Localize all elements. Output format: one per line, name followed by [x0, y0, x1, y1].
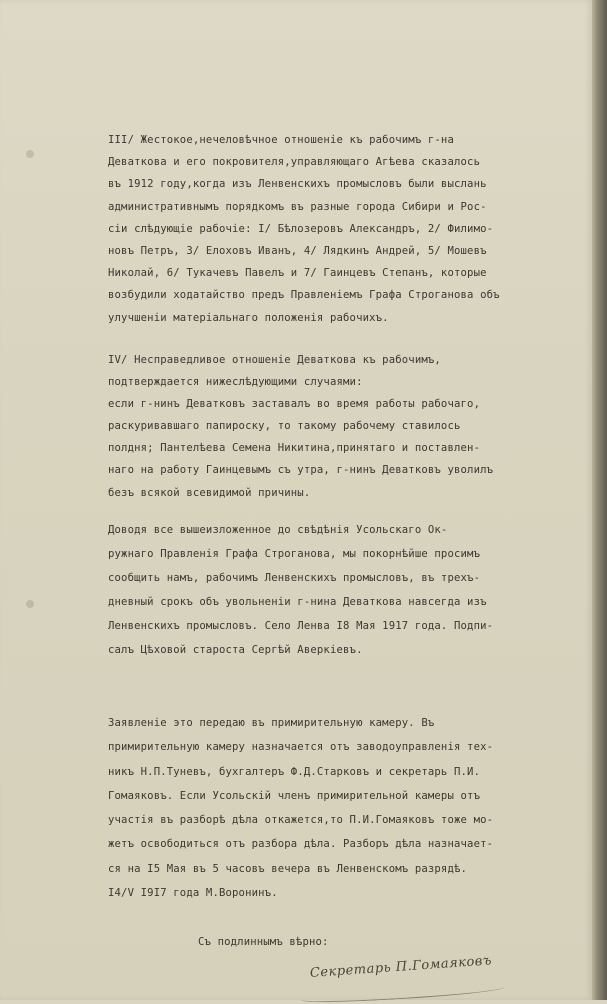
- signature-flourish: [300, 983, 505, 1004]
- paragraph-three: III/ Жестокое,нечеловѣчное отношеніе къ рабочимъ г-на Деваткова и его покровителя,управляющаго Агѣева сказалось въ 1912 году,когда изъ Ленвенскихъ промысловъ были выслань административнымъ порядкомъ въ разные города Сибири и Рос- сіи слѣдующіе рабочіе: I/ Бѣлозеровъ Александръ, 2/ Филимо- новъ Петръ, 3/ Елоховъ Иванъ, 4/ Лядкинъ Андрей, 5/ Мошевъ Николай, 6/ Тукачевъ Павелъ и 7/ Гаинцевъ Степанъ, которые возбудили ходатайство предъ Правленіемъ Графа Строганова объ улучшеніи матеріальнаго положенія рабочихъ.: [108, 134, 500, 324]
- paragraph-request: Доводя все вышеизложенное до свѣдѣнія Усольскаго Ок- ружнаго Правленія Графа Строганова, мы покорнѣйше просимъ сообщить намъ, рабочимъ Ленвенскихъ промысловъ, въ трехъ- дневный срокъ объ увольненіи г-нина Деваткова навсегда изъ Ленвенскихъ промысловъ. Село Ленва I8 Мая 1917 года. Подпи- салъ Цѣховой староста Сергѣй Аверкіевъ.: [108, 524, 494, 656]
- handwritten-signature: Секретарь П.Гомаяковъ: [309, 953, 493, 981]
- certification-line: Съ подлиннымъ вѣрно:: [198, 936, 329, 948]
- binder-hole: [26, 600, 34, 608]
- page-edge-shadow: [592, 0, 607, 1000]
- paragraph-resolution: Заявленіе это передаю въ примирительную камеру. Въ примирительную камеру назначается отъ заводоуправленія тех- никъ Н.П.Туневъ, бухгалтеръ Ф.Д.Старковъ и секретарь П.И. Гомаяковъ. Если Усольскій членъ примирительной камеры отъ участія въ разборѣ дѣла откажется,то П.И.Гомаяковъ тоже мо- жетъ освободиться отъ разбора дѣла. Разборъ дѣла назначает- ся на I5 Мая въ 5 часовъ вечера въ Ленвенскомъ разрядѣ. I4/V I9I7 года М.Воронинъ.: [108, 717, 494, 900]
- paragraph-four: IV/ Несправедливое отношеніе Деваткова къ рабочимъ, подтверждается нижеслѣдующими случаями: если г-нинъ Деватковъ заставалъ во время работы рабочаго, раскуривавшаго папироску, то такому рабочему ставилось полдня; Пантелѣева Семена Никитина,принятаго и поставлен- наго на работу Гаинцевымъ съ утра, г-нинъ Деватковъ уволилъ безъ всякой всевидимой причины.: [108, 354, 494, 499]
- binder-hole: [26, 150, 34, 158]
